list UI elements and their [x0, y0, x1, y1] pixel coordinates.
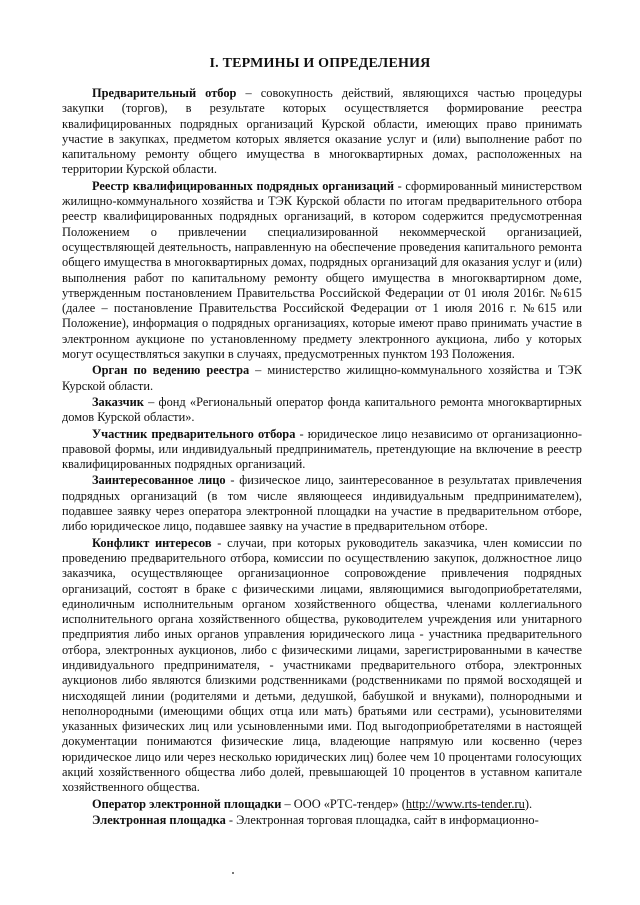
- term-label: Заинтересованное лицо: [92, 473, 226, 488]
- definition-platform-operator: [62, 797, 582, 812]
- term-label: Конфликт интересов: [92, 535, 212, 550]
- definition-text: - физическое лицо, заинтересованное в результатах привлечения подрядных организаций (в том числе являющееся индивидуальным предпринимателем), подавшее заявку через оператора электронной площадки на участие в предварительном отборе, либо юридическое лицо, подавшее заявку на участие в предварительном отборе.: [62, 473, 582, 534]
- term-label: Реестр квалифицированных подрядных организаций: [92, 178, 394, 193]
- definition-customer: [62, 395, 582, 426]
- definition-text: - Электронная торговая площадка, сайт в информационно-: [225, 812, 539, 827]
- definition-text: – ООО «РТС-тендер» (: [281, 796, 406, 811]
- definition-text-after: ).: [524, 796, 533, 811]
- definitions-list: [62, 86, 582, 829]
- definition-text: - случаи, при которых руководитель заказчика, член комиссии по проведению предварительного отбора, комиссии по осуществлению закупок, должностное лицо заказчика, осуществляющее организационное сопровождение привлечения подрядных организаций, состоят в браке с физическими лицами, являющимися выгодоприобретателями, единоличным исполнительным органом хозяйственного общества, членами коллегиального исполнительного органа хозяйственного общества, руководителем учреждения или унитарного предприятия либо иных органов управления юридического лица - участника предварительного отбора, электронных аукционов, либо с физическими лицами, зарегистрированными в качестве индивидуального предпринимателя, - участниками предварительного отбора, электронных аукционов либо являются близкими родственниками (родственниками по прямой восходящей и нисходящей линии (родителями и детьми, дедушкой, бабушкой и внуками), полнородными и неполнородными (имеющими общих отца или мать) братьями или сестрами), усыновителями указанных физических лиц или усыновленными ими. Под выгодоприобретателями в настоящей документации понимаются физические лица, владеющие напрямую или косвенно (через юридическое лицо или через несколько юридических лиц) более чем 10 процентами голосующих акций хозяйственного общества либо долей, превышающей 10 процентов в уставном капитале хозяйственного общества.: [62, 535, 582, 795]
- definition-registry: [62, 179, 582, 363]
- term-label: Орган по ведению реестра: [92, 363, 250, 378]
- definition-registry-authority: [62, 363, 582, 394]
- definition-text: – фонд «Региональный оператор фонда капитального ремонта многоквартирных домов Курской области».: [62, 394, 582, 425]
- page-mark: [232, 872, 234, 874]
- definition-conflict-of-interest: [62, 536, 582, 796]
- term-label: Заказчик: [92, 394, 144, 409]
- definition-electronic-platform: [62, 813, 582, 828]
- term-label: Участник предварительного отбора: [92, 426, 296, 441]
- definition-text: – совокупность действий, являющихся частью процедуры закупки (торгов), в результате которых осуществляется формирование реестра квалифицированных подрядных организаций Курской области, имеющих право принимать участие в закупках, предметом которых является оказание услуг и (или) выполнение работ по капитальному ремонту общего имущества в многоквартирных домах, расположенных на территории Курской области.: [62, 86, 582, 177]
- section-title: I. ТЕРМИНЫ И ОПРЕДЕЛЕНИЯ: [209, 56, 431, 71]
- term-label: Предварительный отбор: [92, 86, 237, 100]
- definition-text: - сформированный министерством жилищно-коммунального хозяйства и ТЭК Курской области по итогам предварительного отбора реестр квалифицированных подрядных организаций, в котором содержится предусмотренная Положением о привлечении специализированной некоммерческой организацией, осуществляющей деятельность, направленную на обеспечение проведения капитального ремонта общего имущества в многоквартирных домах, подрядных организаций для оказания услуг и (или) выполнения работ по капитальному ремонту общего имущества в многоквартирном доме, утвержденным постановлением Правительства Российской Федерации от 01 июля 2016г. №615 (далее – постановление Правительства Российской Федерации от 1 июля 2016 г. №615 или Положение), информация о подрядных организациях, которые имеют право принимать участие в электронном аукционе по установленному предмету электронного аукциона, либо у которых могут осуществляться закупки в случаях, предусмотренных пунктом 193 Положения.: [62, 178, 582, 362]
- definition-participant: [62, 427, 582, 473]
- definition-text: – министерство жилищно-коммунального хозяйства и ТЭК Курской области.: [62, 363, 582, 393]
- definition-interested-person: [62, 473, 582, 534]
- term-label: Электронная площадка: [92, 812, 226, 827]
- platform-link[interactable]: http://www.rts-tender.ru: [405, 796, 525, 811]
- definition-text: - юридическое лицо независимо от организационно-правовой формы, или индивидуальный предприниматель, претендующие на включение в реестр квалифицированных подрядных организаций.: [62, 426, 582, 472]
- definition-preliminary-selection: [62, 86, 582, 178]
- term-label: Оператор электронной площадки: [92, 796, 282, 811]
